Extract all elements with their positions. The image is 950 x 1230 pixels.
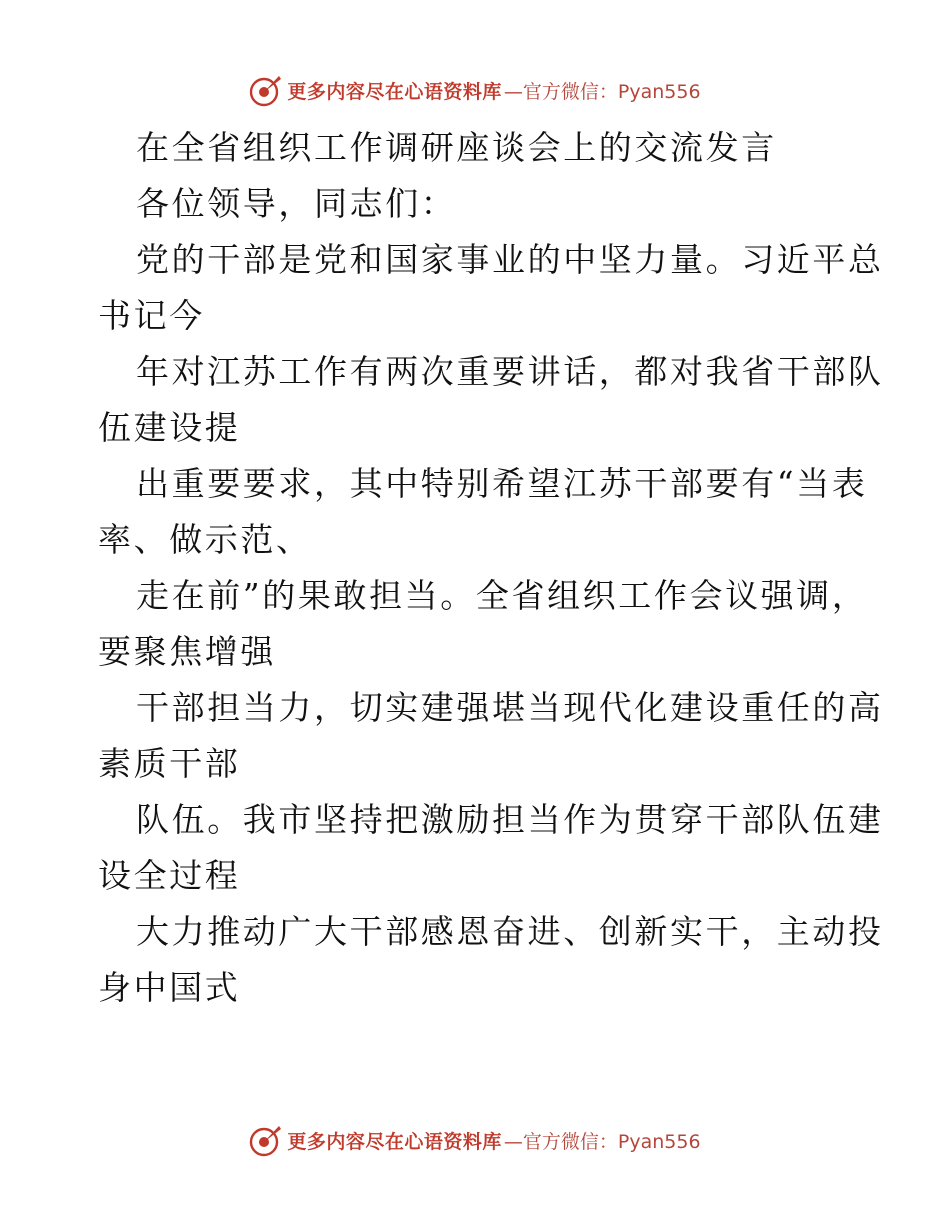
watermark-secondary-text: —官方微信：Pyan556 [503,80,701,103]
body-line: 党的干部是党和国家事业的中坚力量。习近平总 [136,240,884,279]
document-title: 在全省组织工作调研座谈会上的交流发言 [136,128,777,167]
quill-pen-logo-icon [249,73,283,107]
body-line: 大力推动广大干部感恩奋进、创新实干，主动投 [136,912,884,951]
body-line: 身中国式 [98,968,241,1007]
body-line: 率、做示范、 [98,520,312,559]
document-body [98,120,884,1016]
footer-watermark [0,1120,950,1160]
body-line: 书记今 [98,296,205,335]
watermark-secondary-text: —官方微信：Pyan556 [503,1130,701,1153]
header-watermark [0,70,950,110]
body-line: 出重要要求，其中特别希望江苏干部要有“当表 [136,464,868,503]
body-line: 素质干部 [98,744,241,783]
salutation: 各位领导，同志们： [136,184,457,223]
body-line: 设全过程 [98,856,241,895]
watermark-primary-text: 更多内容尽在心语资料库 [287,1130,502,1153]
body-line: 走在前”的果敢担当。全省组织工作会议强调， [136,576,868,615]
body-line: 干部担当力，切实建强堪当现代化建设重任的高 [136,688,884,727]
body-line: 年对江苏工作有两次重要讲话，都对我省干部队 [136,352,884,391]
body-line: 要聚焦增强 [98,632,276,671]
body-line: 队伍。我市坚持把激励担当作为贯穿干部队伍建 [136,800,884,839]
quill-pen-logo-icon [249,1123,283,1157]
body-line: 伍建设提 [98,408,241,447]
watermark-primary-text: 更多内容尽在心语资料库 [287,80,502,103]
